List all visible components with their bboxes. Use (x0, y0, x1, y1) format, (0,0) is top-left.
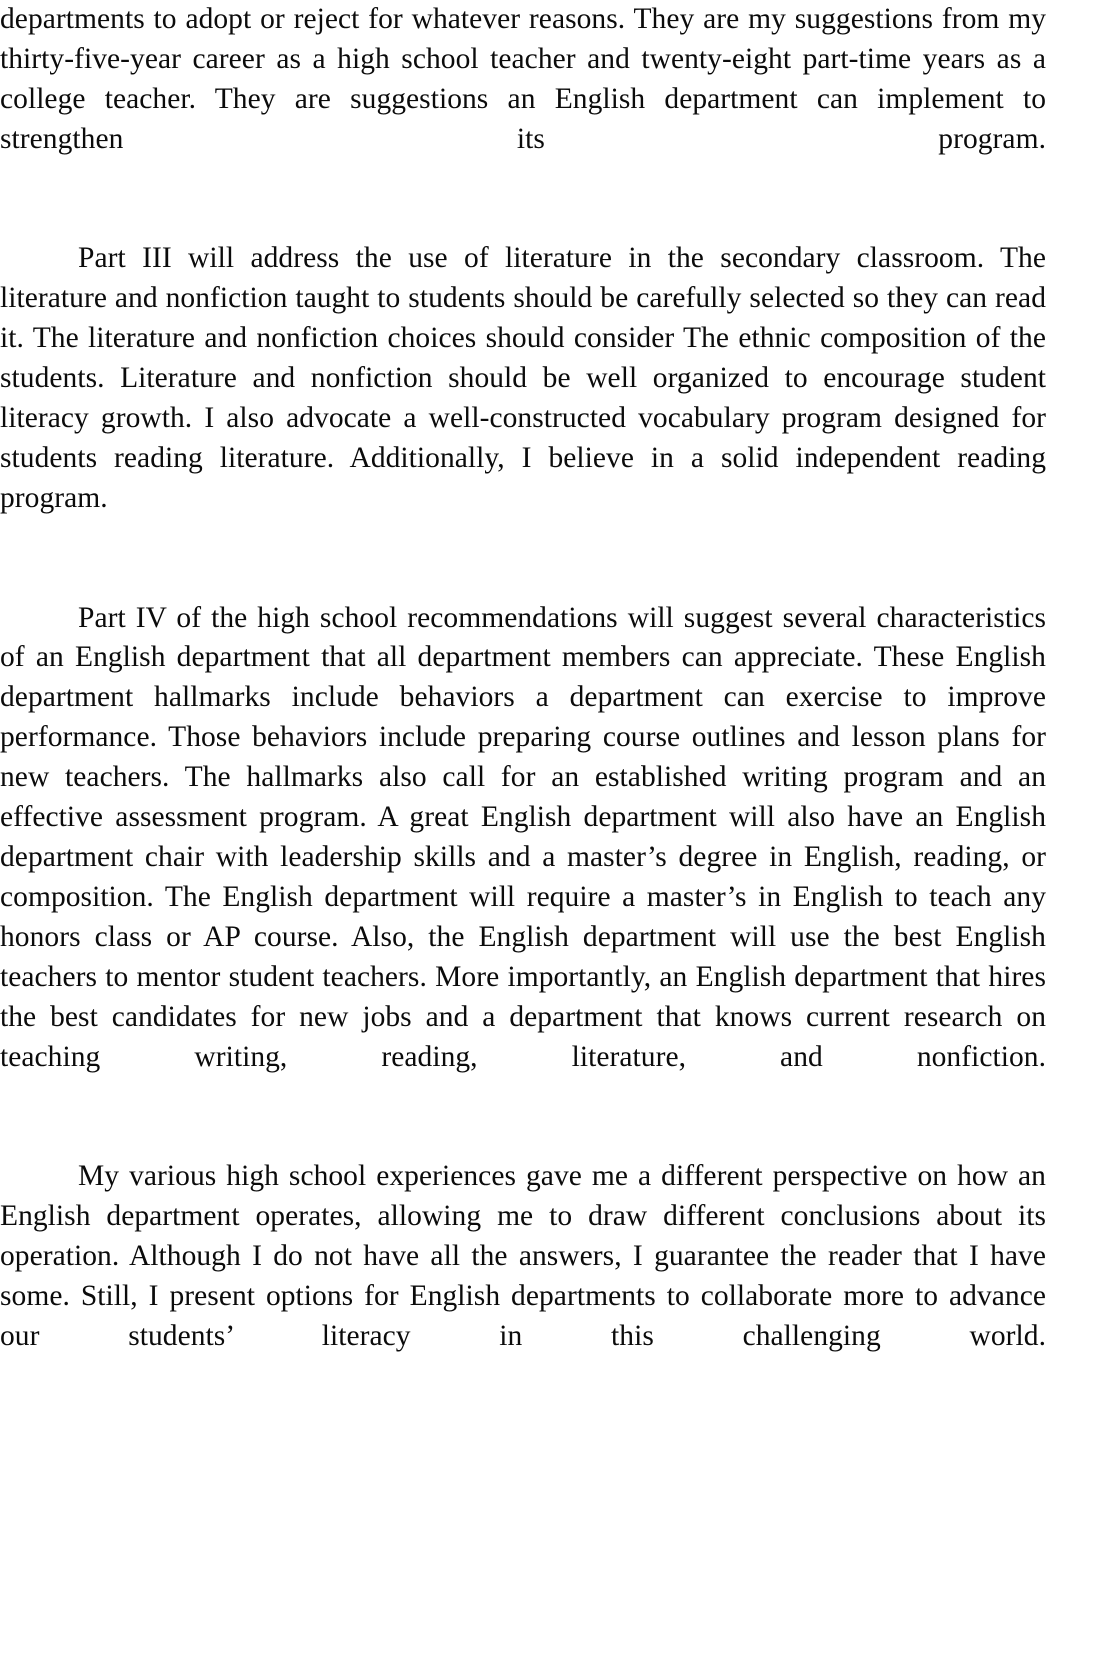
paragraph-continued: departments to adopt or reject for whatever reasons. They are my suggestions from my thirty-five-year career as a high school teacher and twenty-eight part-time years as a college teacher. They are suggestions an English department can implement to strengthen its program. (0, 3, 1046, 155)
paragraph-part-three: Part III will address the use of literature in the secondary classroom. The literature and nonfiction taught to students should be carefully selected so they can read it. The literature and nonfiction choices should consider The ethnic composition of the students. Literature and nonfiction should be well organized to encourage student literacy growth. I also advocate a well-constructed vocabulary program designed for students reading literature. Additionally, I believe in a solid independent reading program. (0, 242, 1046, 514)
paragraph-part-four: Part IV of the high school recommendations will suggest several characteristics of an English department that all department members can appreciate. These English department hallmarks include behaviors a department can exercise to improve performance. Those behaviors include preparing course outlines and lesson plans for new teachers. The hallmarks also call for an established writing program and an effective assessment program. A great English department will also have an English department chair with leadership skills and a master’s degree in English, reading, or composition. The English department will require a master’s in English to teach any honors class or AP course. Also, the English department will use the best English teachers to mentor student teachers. More importantly, an English department that hires the best candidates for new jobs and a department that knows current research on teaching writing, reading, literature, and nonfiction. (0, 601, 1046, 1073)
paragraph-conclusion: My various high school experiences gave me a different perspective on how an English department operates, allowing me to draw different conclusions about its operation. Although I do not have all the answers, I guarantee the reader that I have some. Still, I present options for English departments to collaborate more to advance our students’ literacy in this challenging world. (0, 1160, 1046, 1352)
